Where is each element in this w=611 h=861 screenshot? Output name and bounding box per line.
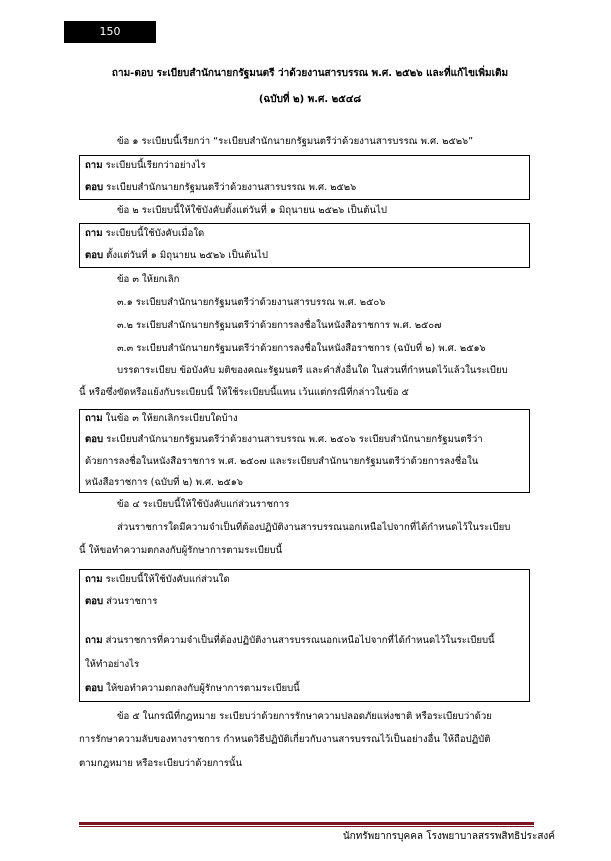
clause-4-para-line-2: นี้ ให้ขอทำความตกลงกับผู้รักษาการตามระเบียบนี้ xyxy=(79,545,283,556)
question-label: ถาม xyxy=(85,160,103,171)
clause-1: ข้อ ๑ ระเบียบนี้เรียกว่า “ระเบียบสำนักนายกรัฐมนตรีว่าด้วยงานสารบรรณ พ.ศ. ๒๕๒๖” xyxy=(117,136,474,147)
question-text: ระเบียบนี้เรียกว่าอย่างไร xyxy=(102,160,206,171)
qa-question-2-line-2: ให้ทำอย่างไร xyxy=(85,659,140,670)
answer-text: ให้ขอทำความตกลงกับผู้รักษาการตามระเบียบนี้ xyxy=(103,683,300,694)
page-number: 150 xyxy=(64,21,156,43)
clause-3-3: ๓.๓ ระเบียบสำนักนายกรัฐมนตรีว่าด้วยการลงชื่อในหนังสือราชการ (ฉบับที่ ๒) พ.ศ. ๒๕๑๖ xyxy=(117,343,486,354)
question-label: ถาม xyxy=(85,413,103,424)
clause-4: ข้อ ๔ ระเบียบนี้ให้ใช้บังคับแก่ส่วนราชการ xyxy=(117,499,290,510)
qa-question-1 xyxy=(85,573,230,587)
clause-3: ข้อ ๓ ให้ยกเลิก xyxy=(117,274,180,285)
question-text: ในข้อ ๓ ให้ยกเลิกระเบียบใดบ้าง xyxy=(102,413,238,424)
qa-question xyxy=(85,159,206,173)
question-label: ถาม xyxy=(85,228,103,239)
answer-label: ตอบ xyxy=(85,182,104,193)
question-text: ส่วนราชการที่ความจำเป็นที่ต้องปฏิบัติงานสารบรรณนอกเหนือไปจากที่ได้กำหนดไว้ในระเบียบนี้ xyxy=(102,635,495,646)
clause-5-line-1: ข้อ ๕ ในกรณีที่กฎหมาย ระเบียบว่าด้วยการรักษาความปลอดภัยแห่งชาติ หรือระเบียบว่าด้วย xyxy=(117,711,492,722)
clause-5-line-2: การรักษาความลับของทางราชการ กำหนดวิธีปฏิบัติเกี่ยวกับงานสารบรรณไว้เป็นอย่างอื่น ให้ถือปฏิบัติ xyxy=(79,734,491,745)
qa-answer-2 xyxy=(85,682,300,696)
qa-box-2 xyxy=(79,223,530,268)
answer-label: ตอบ xyxy=(85,250,104,261)
clause-3-2: ๓.๒ ระเบียบสำนักนายกรัฐมนตรีว่าด้วยการลงชื่อในหนังสือราชการ พ.ศ. ๒๕๐๗ xyxy=(117,320,442,331)
qa-box-3 xyxy=(79,409,530,493)
qa-answer xyxy=(85,249,268,263)
answer-text: ระเบียบสำนักนายกรัฐมนตรีว่าด้วยงานสารบรรณ พ.ศ. ๒๕๒๖ xyxy=(103,182,357,193)
footer-text: นักทรัพยากรบุคคล โรงพยาบาลสรรพสิทธิประสงค์ xyxy=(342,831,555,842)
clause-5-line-3: ตามกฎหมาย หรือระเบียบว่าด้วยการนั้น xyxy=(79,758,243,769)
question-label: ถาม xyxy=(85,574,103,585)
answer-label: ตอบ xyxy=(85,434,104,445)
document-title-line-1: ถาม-ตอบ ระเบียบสำนักนายกรัฐมนตรี ว่าด้วยงานสารบรรณ พ.ศ. ๒๕๒๖ และที่แก้ไขเพิ่มเติม xyxy=(111,68,509,79)
qa-question-2-line-1 xyxy=(85,634,495,648)
footer-rule-thin xyxy=(79,826,534,827)
answer-label: ตอบ xyxy=(85,683,104,694)
clause-3-1: ๓.๑ ระเบียบสำนักนายกรัฐมนตรีว่าด้วยงานสารบรรณ พ.ศ. ๒๕๐๖ xyxy=(117,297,386,308)
qa-answer-line-2: ด้วยการลงชื่อในหนังสือราชการ พ.ศ. ๒๕๐๗ และระเบียบสำนักนายกรัฐมนตรีว่าด้วยการลงชื่อใน xyxy=(85,456,479,467)
qa-answer-line-3: หนังสือราชการ (ฉบับที่ ๒) พ.ศ. ๒๕๑๖ xyxy=(85,477,243,488)
question-label: ถาม xyxy=(85,635,103,646)
clause-2: ข้อ ๒ ระเบียบนี้ให้ใช้บังคับตั้งแต่วันที่ ๑ มิถุนายน ๒๕๒๖ เป็นต้นไป xyxy=(117,205,387,216)
clause-3-para-line-2: นี้ หรือซึ่งขัดหรือแย้งกับระเบียบนี้ ให้ใช้ระเบียบนี้แทน เว้นแต่กรณีที่กล่าวในข้อ ๕ xyxy=(79,387,409,398)
question-text: ระเบียบนี้ใช้บังคับเมื่อใด xyxy=(102,228,205,239)
qa-answer-1 xyxy=(85,595,157,609)
document-title-line-2: (ฉบับที่ ๒) พ.ศ. ๒๕๔๘ xyxy=(258,94,362,105)
qa-answer-line-1 xyxy=(85,433,483,447)
answer-text: ระเบียบสำนักนายกรัฐมนตรีว่าด้วยงานสารบรรณ พ.ศ. ๒๕๐๖ ระเบียบสำนักนายกรัฐมนตรีว่า xyxy=(103,434,483,445)
clause-3-para-line-1: บรรดาระเบียบ ข้อบังคับ มติของคณะรัฐมนตรี และคำสั่งอื่นใด ในส่วนที่กำหนดไว้แล้วในระเบียบ xyxy=(117,365,508,376)
clause-4-para-line-1: ส่วนราชการใดมีความจำเป็นที่ต้องปฏิบัติงานสารบรรณนอกเหนือไปจากที่ได้กำหนดไว้ในระเบียบ xyxy=(117,522,511,533)
answer-text: ส่วนราชการ xyxy=(103,596,158,607)
question-text: ระเบียบนี้ให้ใช้บังคับแก่ส่วนใด xyxy=(102,574,230,585)
footer-rule xyxy=(79,822,534,825)
qa-question xyxy=(85,412,238,426)
answer-label: ตอบ xyxy=(85,596,104,607)
qa-box-1 xyxy=(79,155,530,200)
qa-box-4 xyxy=(79,569,530,702)
qa-question xyxy=(85,227,204,241)
qa-answer xyxy=(85,181,356,195)
answer-text: ตั้งแต่วันที่ ๑ มิถุนายน ๒๕๒๖ เป็นต้นไป xyxy=(103,250,268,261)
